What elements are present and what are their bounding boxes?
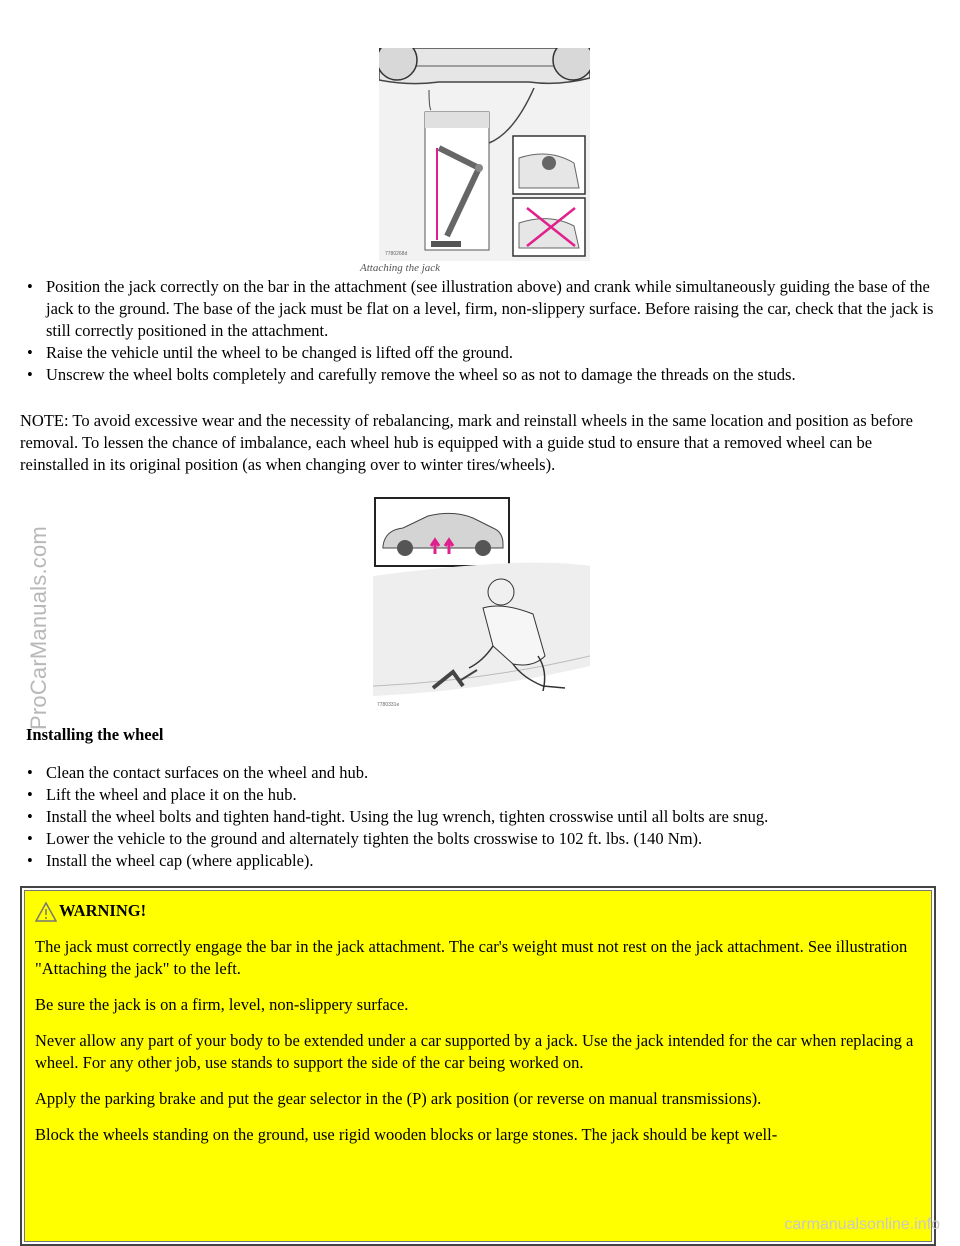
raising-car-illustration <box>373 496 590 712</box>
step-clean-surfaces: • Clean the contact surfaces on the wheel and hub. <box>20 762 940 784</box>
note-paragraph: NOTE: To avoid excessive wear and the necessity of rebalancing, mark and reinstall wheels in the same location and position as before removal. To lessen the chance of imbalance, each wheel hub is equipped with a guide stud to ensure that a removed wheel can be reinstalled in its original position (as when changing over to winter tires/wheels). <box>20 411 913 474</box>
warning-paragraph: Block the wheels standing on the ground, use rigid wooden blocks or large stones. The jack should be kept well- <box>35 1125 778 1144</box>
step-unscrew-bolts: • Unscrew the wheel bolts completely and carefully remove the wheel so as not to damage the threads on the studs. <box>20 364 940 386</box>
warning-title: WARNING! <box>59 901 147 920</box>
bottom-watermark: carmanualsonline.info <box>784 1216 940 1233</box>
step-install-bolts: • Install the wheel bolts and tighten hand-tight. Using the lug wrench, tighten crosswise until all bolts are snug. <box>20 806 940 828</box>
warning-paragraph: Apply the parking brake and put the gear selector in the (P) ark position (or reverse on manual transmissions). <box>35 1089 762 1108</box>
warning-paragraph: Be sure the jack is on a firm, level, non-slippery surface. <box>35 995 409 1014</box>
warning-header <box>35 900 929 922</box>
attaching-jack-illustration <box>379 48 590 261</box>
jack-steps <box>20 276 940 386</box>
step-raise-vehicle: • Raise the vehicle until the wheel to be changed is lifted off the ground. <box>20 342 940 364</box>
warning-box <box>20 886 936 1246</box>
figure1-code: 7780268d <box>385 251 408 257</box>
step-lower-vehicle: • Lower the vehicle to the ground and alternately tighten the bolts crosswise to 102 ft. lbs. (140 Nm). <box>20 828 940 850</box>
step-position-jack: • Position the jack correctly on the bar in the attachment (see illustration above) and crank while simultaneously guiding the base of the jack to the ground. The base of the jack must be flat on a level, firm, non-slippery surface. Before raising the car, check that the jack is still correctly positioned in the attachment. <box>20 276 940 342</box>
warning-paragraph: Never allow any part of your body to be extended under a car supported by a jack. Use the jack intended for the car when replacing a wheel. For any other job, use stands to support the side of the car being worked on. <box>35 1031 914 1072</box>
figure2-code: 7780331e <box>377 702 400 708</box>
step-lift-wheel: • Lift the wheel and place it on the hub. <box>20 784 940 806</box>
figure1-caption: Attaching the jack <box>360 262 441 274</box>
side-watermark: ProCarManuals.com <box>26 526 51 730</box>
warning-paragraph: The jack must correctly engage the bar in the jack attachment. The car's weight must not rest on the jack attachment. See illustration "Attaching the jack" to the left. <box>35 937 908 978</box>
install-steps <box>20 762 940 872</box>
section-title-installing: Installing the wheel <box>26 725 164 744</box>
step-install-cap: • Install the wheel cap (where applicable). <box>20 850 940 872</box>
warning-triangle-icon <box>35 902 57 922</box>
